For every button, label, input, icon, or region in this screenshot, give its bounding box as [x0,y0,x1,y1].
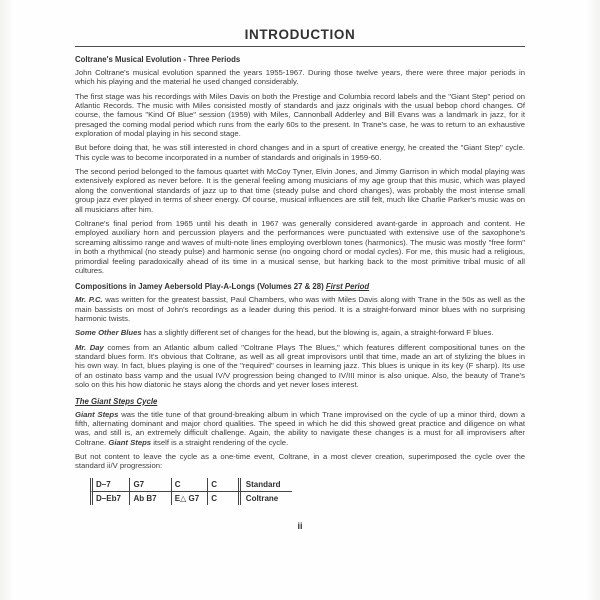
page-content [75,27,525,531]
title-rule [75,46,525,47]
tune-title-giant-steps-2: Giant Steps [108,437,152,447]
paragraph-giant-steps-text: was the title tune of that ground-breaking album in which Trane improvised on the cycle of up a minor third, down a fifth, alternating dominant and major chord qualities. The speed in which he did this showed great practice and diligence on what was, and still is, an extremely difficult challenge. Again, the ability to navigate these changes is a must for all improvisers after Coltrane. [75,409,525,447]
heading-compositions [75,282,525,291]
paragraph-first-stage: The first stage was his recordings with Miles Davis on both the Prestige and Columbia record labels and the "Giant Step" period on Atlantic Records. The music with Miles consisted mostly of standards and jazz originals with the usual bebop chord changes. Of course, the famous "Kind Of Blue" session (1959) with Miles, Cannonball Adderley and Bill Evans was a landmark in jazz, for it presaged the coming modal period which runs from the early 60s to the present. In Trane's case, he was to return to an exhaustive exploration of modal playing in his second stage. [75,91,525,139]
paragraph-giant-steps-text-2: itself is a straight rendering of the cycle. [151,437,289,447]
paragraph-evolution-overview: John Coltrane's musical evolution spanned the years 1955-1967. During those twelve years, there were three major periods in which his playing and the material he used changed considerably. [75,68,525,87]
paragraph-superimposed-cycle: But not content to leave the cycle as a one-time event, Coltrane, in a most clever creation, superimposed the cycle over the standard ii/V progression: [75,451,525,471]
chord-cell: C [172,478,208,491]
chord-cell: Ab B7 [130,492,171,505]
row-label-standard: Standard [245,479,281,489]
tune-title-mr-day: Mr. Day [75,342,104,352]
page-title: INTRODUCTION [244,27,356,42]
chord-cell: D–7 [93,478,130,491]
heading-musical-evolution: Coltrane's Musical Evolution - Three Periods [75,55,241,64]
paragraph-mr-day-text: comes from an Atlantic album called "Coltrane Plays The Blues," which features different compositional tunes on the standard blues form. It's obvious that Coltrane, as well as all great improvisors until that time, made an art of stylizing the blues in his own way. In fact, blues playing is one of the "required" courses in learning jazz. This blues is unique in its key (F sharp). Its use of an ostinato bass vamp and the usual IV/V progression being changed to IV/III minor is also unique. Also, the beauty of Trane's solo on this his how diatonic he stays along the chords and yet never loses interest. [75,342,525,390]
table-row-standard [90,478,292,492]
heading-first-period: First Period [325,282,370,292]
paragraph-final-period: Coltrane's final period from 1965 until his death in 1967 was generally considered avant-garde in approach and content. He employed auxiliary horn and percussion players and the performances were punctuated with extensive use of the saxophone's screaming altissimo range and waves of multi-note lines employing overblown tones (harmonics). The music was mostly "free form" in both a rhythmical (no steady pulse) and harmonic sense (no ongoing chord or modal cycles). For me, this music had a religious, primordial feeling paradoxically ahead of its time in a musical sense, but harking back to the most primitive tribal music of all cultures. [75,218,525,275]
table-row-coltrane [90,492,292,505]
tune-title-mr-pc: Mr. P.C. [75,295,103,305]
paragraph-mr-pc [75,295,525,323]
paragraph-second-period: The second period belonged to the famous quartet with McCoy Tyner, Elvin Jones, and Jimmy Garrison in which modal playing was extensively explored as never before. It is the general feeling among musicians of my age group that this music, which was played along the conventional standards of jazz up to that time (steady pulse and chord changes), was probably the most intense small group jazz ever played in terms of sheer energy. Of course, musical influences are still felt, much like Charlie Parker's music was on all musicians after him. [75,167,525,214]
heading-compositions-main: Compositions in Jamey Aebersold Play-A-Longs (Volumes 27 & 28) [75,282,326,292]
tune-title-giant-steps: Giant Steps [75,409,119,419]
tune-title-some-other-blues: Some Other Blues [75,328,142,338]
paragraph-mr-pc-text: was written for the greatest bassist, Paul Chambers, who was with Miles Davis along with Trane in the 50s as well as the main bassists on most of John's recordings as a leader during this period. It is a straight-forward minor blues with no surprising harmonic twists. [75,295,525,324]
paragraph-some-other-blues-text: has a slightly different set of changes for the head, but the blowing is, again, a straight-forward F blues. [141,328,494,338]
chord-cell: D–Eb7 [93,492,130,505]
chord-cell: E△ G7 [172,492,208,505]
paragraph-mr-day [75,343,525,390]
paragraph-giant-step-cycle: But before doing that, he was still interested in chord changes and in a spurt of creative energy, he created the "Giant Step" cycle. This cycle was to become incorporated in a number of standards and originals in 1959-60. [75,143,525,162]
paragraph-giant-steps [75,410,525,448]
chord-cell: G7 [130,478,171,491]
row-label-coltrane: Coltrane [245,493,279,503]
chord-progression-table [90,478,292,505]
heading-giant-steps-cycle: The Giant Steps Cycle [75,396,158,406]
chord-cell: C [208,492,241,505]
page-number: ii [297,520,303,531]
paragraph-some-other-blues [75,328,525,337]
chord-cell: C [208,478,241,491]
